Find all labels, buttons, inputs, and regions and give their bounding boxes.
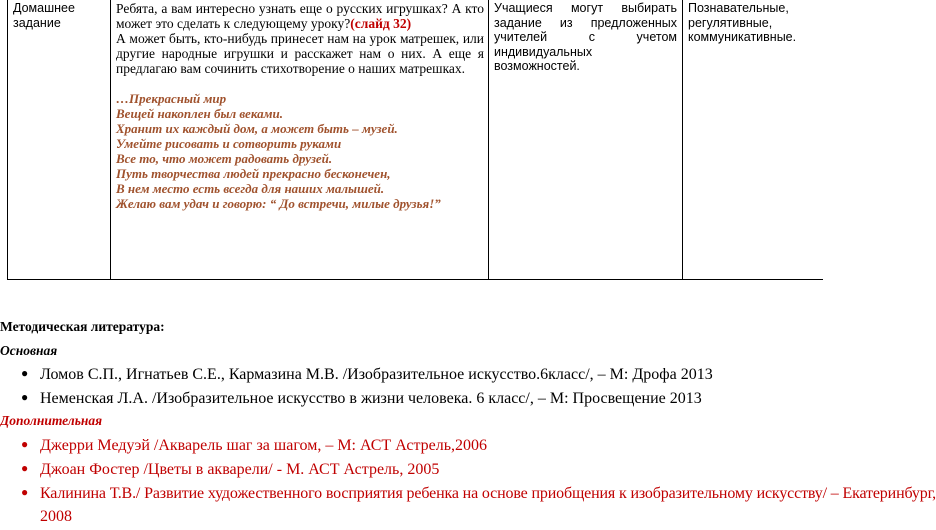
bullet-icon: ●: [21, 461, 29, 475]
literature-title: Методическая литература:: [0, 319, 165, 334]
poem-line: Умейте рисовать и сотворить руками: [116, 136, 342, 151]
bullet-icon: ●: [21, 437, 29, 451]
main-literature-heading: Основная: [0, 343, 58, 358]
list-item: [0, 485, 936, 507]
list-item: [0, 390, 816, 412]
list-item: [0, 366, 816, 388]
list-item-continuation: [0, 508, 816, 530]
task-paragraph-2: А может быть, кто-нибудь принесет нам на урок матрешек, или другие народные игрушки и расскажет нам о них. А еще я предлагаю вам сочинить стихотворение о наших матрешках.: [116, 31, 484, 76]
task-cell: [111, 0, 489, 280]
poem-line: Путь творчества людей прекрасно бесконечен,: [116, 166, 391, 181]
main-literature-item: Ломов С.П., Игнатьев С.Е., Кармазина М.В. /Изобразительное искусство.6класс/, – М: Дрофа 2013: [40, 366, 713, 383]
homework-label-cell: [7, 0, 111, 280]
extra-literature-heading: Дополнительная: [0, 413, 103, 428]
list-item: [0, 461, 816, 483]
poem-line: Вещей накоплен был веками.: [116, 106, 283, 121]
lesson-table: [7, 0, 816, 281]
students-cell: [489, 0, 683, 280]
bullet-icon: ●: [21, 390, 29, 404]
bullet-icon: ●: [21, 366, 29, 380]
skills-cell: [683, 0, 823, 280]
poem-line: Желаю вам удач и говорю: “ До встречи, милые друзья!”: [116, 196, 441, 211]
bullet-icon: ●: [21, 485, 29, 499]
poem-line: В нем место есть всегда для наших малышей.: [116, 181, 385, 196]
slide-reference: (слайд 32): [350, 16, 412, 31]
skills-text: Познавательные, регулятивные, коммуникативные.: [688, 1, 797, 44]
extra-literature-item-year: 2008: [40, 508, 72, 525]
list-item: [0, 437, 816, 459]
extra-literature-item: Калинина Т.В./ Развитие художественного восприятия ребенка на основе приобщения к изобразительному искусству/ – Екатеринбург,: [40, 485, 936, 502]
students-text: Учащиеся могут выбирать задание из предложенных учителей с учетом индивидуальных возможностей.: [494, 1, 677, 73]
main-literature-item: Неменская Л.А. /Изобразительное искусство в жизни человека. 6 класс/, – М: Просвещение 2013: [40, 390, 702, 407]
poem-line: …Прекрасный мир: [116, 91, 227, 106]
task-question: Ребята, а вам интересно узнать еще о русских игрушках? А кто может это сделать к следующему уроку?: [116, 1, 484, 31]
extra-literature-item: Джерри Медуэй /Акварель шаг за шагом, – М: АСТ Астрель,2006: [40, 437, 488, 454]
task-paragraph-1: [111, 0, 488, 31]
poem: [111, 91, 488, 211]
homework-label: Домашнее задание: [13, 1, 75, 30]
extra-literature-item: Джоан Фостер /Цветы в акварели/ - М. АСТ Астрель, 2005: [40, 461, 440, 478]
poem-line: Все то, что может радовать друзей.: [116, 151, 333, 166]
poem-line: Хранит их каждый дом, а может быть – музей.: [116, 121, 398, 136]
